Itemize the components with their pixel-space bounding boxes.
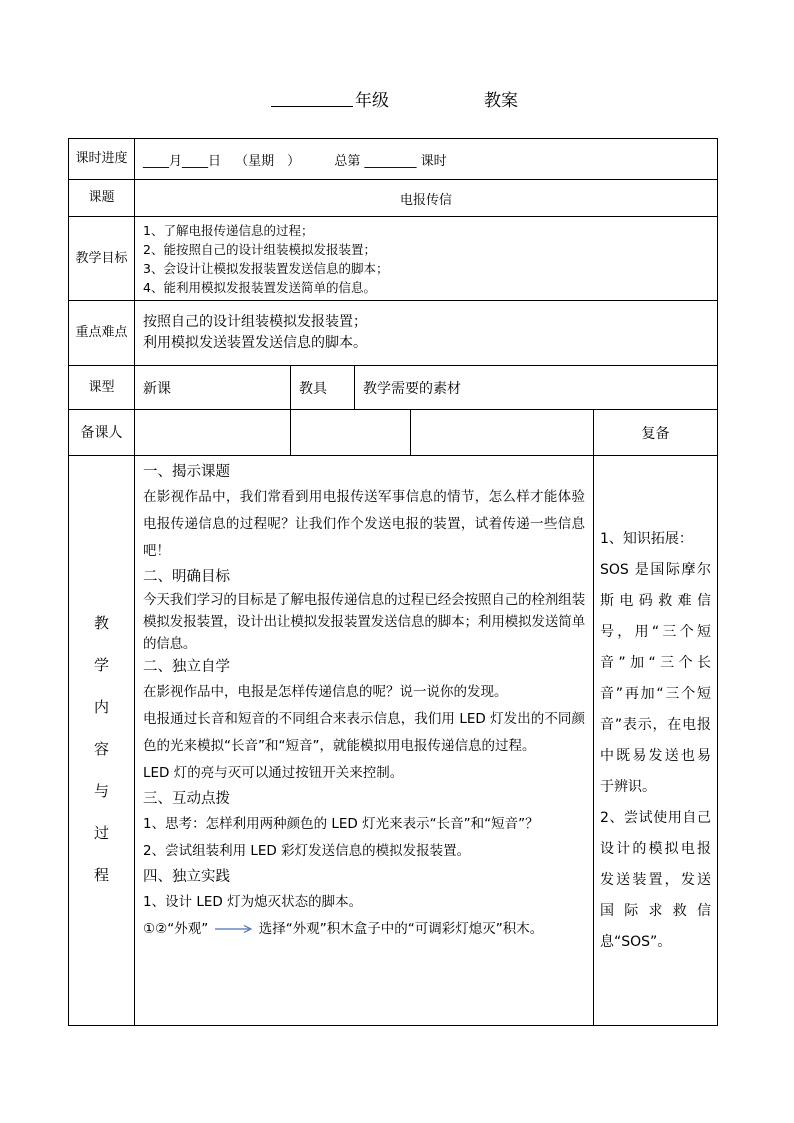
- goals-row: [69, 217, 718, 301]
- section-text: [143, 916, 585, 943]
- grade-blank: [271, 86, 353, 107]
- type-row: [69, 366, 718, 410]
- note-text: 2、尝试使用自己设计的模拟电报发送装置，发送国际求救信息“SOS”。: [600, 810, 711, 950]
- review-label: 复备: [594, 410, 718, 456]
- lesson-plan-table: [68, 138, 718, 1026]
- goal-item: 2、能按照自己的设计组装模拟发报装置；: [143, 241, 376, 257]
- step-text-start: ①②“外观”: [143, 921, 209, 937]
- section-title: 三、互动点拨: [143, 791, 230, 807]
- prep-blank-2: [411, 410, 594, 456]
- goal-item: 1、了解电报传递信息的过程；: [143, 222, 314, 238]
- process-label-char: 过: [93, 824, 109, 842]
- prep-row: [69, 410, 718, 456]
- topic-label: 课题: [69, 180, 135, 217]
- tools-label: 教具: [291, 366, 355, 410]
- goal-item: 4、能利用模拟发报装置发送简单的信息。: [143, 279, 376, 295]
- section-title: 一、揭示课题: [143, 464, 230, 480]
- total-lessons: 总第 ________ 课时: [334, 153, 447, 169]
- notes-column: [594, 456, 718, 1026]
- goals-label: 教学目标: [69, 217, 135, 301]
- tools-value: 教学需要的素材: [355, 366, 718, 410]
- keypoints-row: [69, 301, 718, 366]
- process-row: [69, 456, 718, 1026]
- document-title: [0, 86, 794, 110]
- note-text: 1、知识拓展：: [600, 531, 693, 547]
- section-text: 1、设计 LED 灯为熄灭状态的脚本。: [143, 894, 363, 910]
- step-text-end: 选择“外观”积木盒子中的“可调彩灯熄灭”积木。: [258, 921, 544, 937]
- keypoint-item: 利用模拟发送装置发送信息的脚本。: [143, 335, 367, 351]
- keypoints-list: [135, 301, 718, 366]
- weekday: （星期 ）: [235, 153, 301, 169]
- process-label-char: 容: [93, 740, 109, 758]
- goal-item: 3、会设计让模拟发报装置发送信息的脚本；: [143, 260, 389, 276]
- schedule-label: 课时进度: [69, 139, 135, 180]
- section-text: 在影视作品中，我们常看到用电报传送军事信息的情节，怎么样才能体验电报传递信息的过程呢？让我们作个发送电报的装置，试着传递一些信息吧！: [143, 489, 585, 559]
- section-text: 1、思考：怎样利用两种颜色的 LED 灯光来表示“长音”和“短音”？: [143, 816, 539, 832]
- note-text: SOS 是国际摩尔斯电码救难信号，用“三个短音”加“三个长音”再加“三个短音”表示，在电报中既易发送也易于辨识。: [600, 562, 711, 795]
- topic-value: 电报传信: [135, 180, 718, 217]
- right-arrow-icon: [215, 924, 253, 934]
- keypoints-label: 重点难点: [69, 301, 135, 366]
- process-label-char: 教: [93, 614, 109, 632]
- section-text: 电报通过长音和短音的不同组合来表示信息，我们用 LED 灯发出的不同颜色的光来模拟“长音”和“短音”，就能模拟用电报传递信息的过程。: [143, 711, 585, 754]
- section-text: 今天我们学习的目标是了解电报传递信息的过程已经会按照自己的栓剂组装模拟发报装置，设计出让模拟发报装置发送信息的脚本；利用模拟发送简单的信息。: [143, 592, 585, 652]
- lesson-plan-label: 教案: [484, 91, 518, 111]
- section-text: 在影视作品中，电报是怎样传递信息的呢？说一说你的发现。: [143, 684, 508, 700]
- schedule-row: [69, 139, 718, 180]
- grade-label: 年级: [355, 91, 389, 111]
- topic-row: [69, 180, 718, 217]
- goals-list: [135, 217, 718, 301]
- section-title: 二、独立自学: [143, 659, 230, 675]
- process-label-char: 学: [93, 656, 109, 674]
- schedule-value: [135, 139, 718, 180]
- type-value: 新课: [135, 366, 291, 410]
- section-title: 二、明确目标: [143, 569, 230, 585]
- keypoint-item: 按照自己的设计组装模拟发报装置；: [143, 314, 367, 330]
- section-text: LED 灯的亮与灭可以通过按钮开关来控制。: [143, 765, 404, 781]
- process-label-char: 程: [93, 866, 109, 884]
- process-label-char: 与: [93, 782, 109, 800]
- section-text: 2、尝试组装利用 LED 彩灯发送信息的模拟发报装置。: [143, 843, 471, 859]
- type-label: 课型: [69, 366, 135, 410]
- process-label: [69, 456, 135, 1026]
- preparer-value: [135, 410, 291, 456]
- process-content: [135, 456, 594, 1026]
- process-label-char: 内: [93, 698, 109, 716]
- month-day: ____月____日: [143, 153, 222, 169]
- prep-blank-1: [291, 410, 411, 456]
- section-title: 四、独立实践: [143, 869, 230, 885]
- preparer-label: 备课人: [69, 410, 135, 456]
